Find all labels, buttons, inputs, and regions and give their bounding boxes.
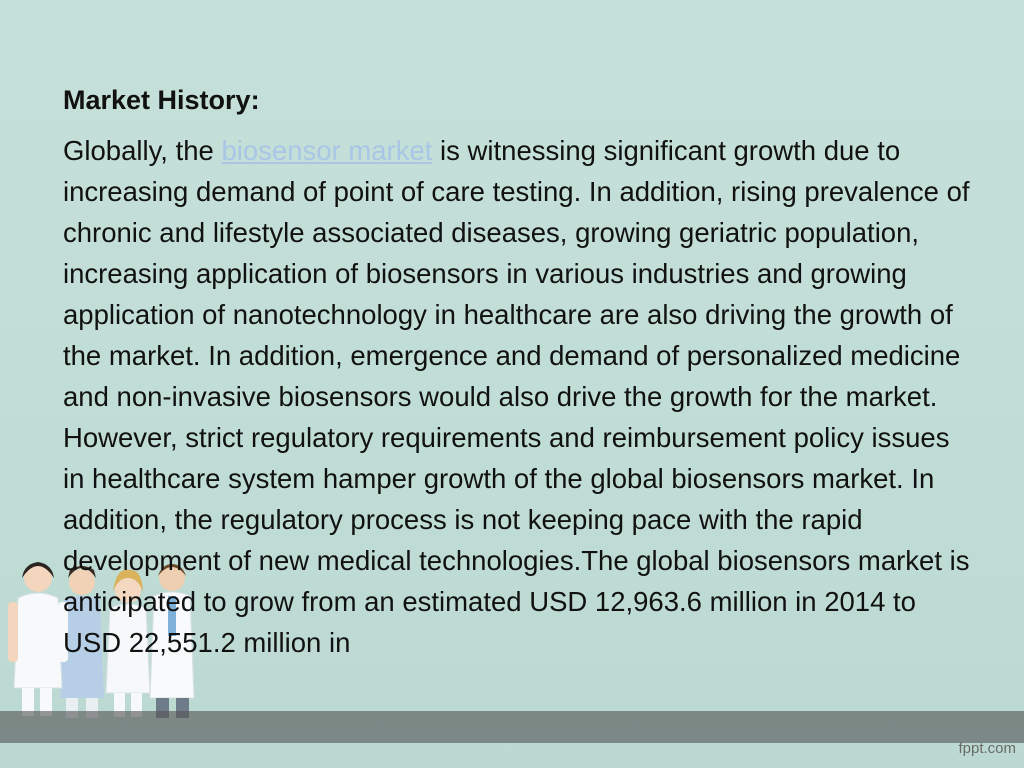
slide-content	[63, 80, 973, 663]
paragraph-text-before-link: Globally, the	[63, 135, 222, 166]
biosensor-market-link[interactable]: biosensor market	[221, 135, 433, 166]
footer-bar	[0, 711, 1024, 743]
slide-heading: Market History:	[63, 85, 260, 115]
footer-logo: fppt.com	[958, 740, 1016, 757]
nurse-figure-left	[8, 562, 68, 716]
paragraph-text-after-link: is witnessing significant growth due to increasing demand of point of care testing. In addition, rising prevalence of chronic and lifestyle associated diseases, growing geriatric population, increasing application of biosensors in various industries and growing application of nanotechnology in healthcare are also driving the growth of the market. In addition, emergence and demand of personalized medicine and non-invasive biosensors would also drive the growth for the market. However, strict regulatory requirements and reimbursement policy issues in healthcare system hamper growth of the global biosensors market. In addition, the regulatory process is not keeping pace with the rapid development of new medical technologies.The global biosensors market is anticipated to grow from an estimated USD 12,963.6 million in 2014 to USD 22,551.2 million in	[63, 135, 970, 658]
slide-paragraph	[63, 130, 973, 663]
